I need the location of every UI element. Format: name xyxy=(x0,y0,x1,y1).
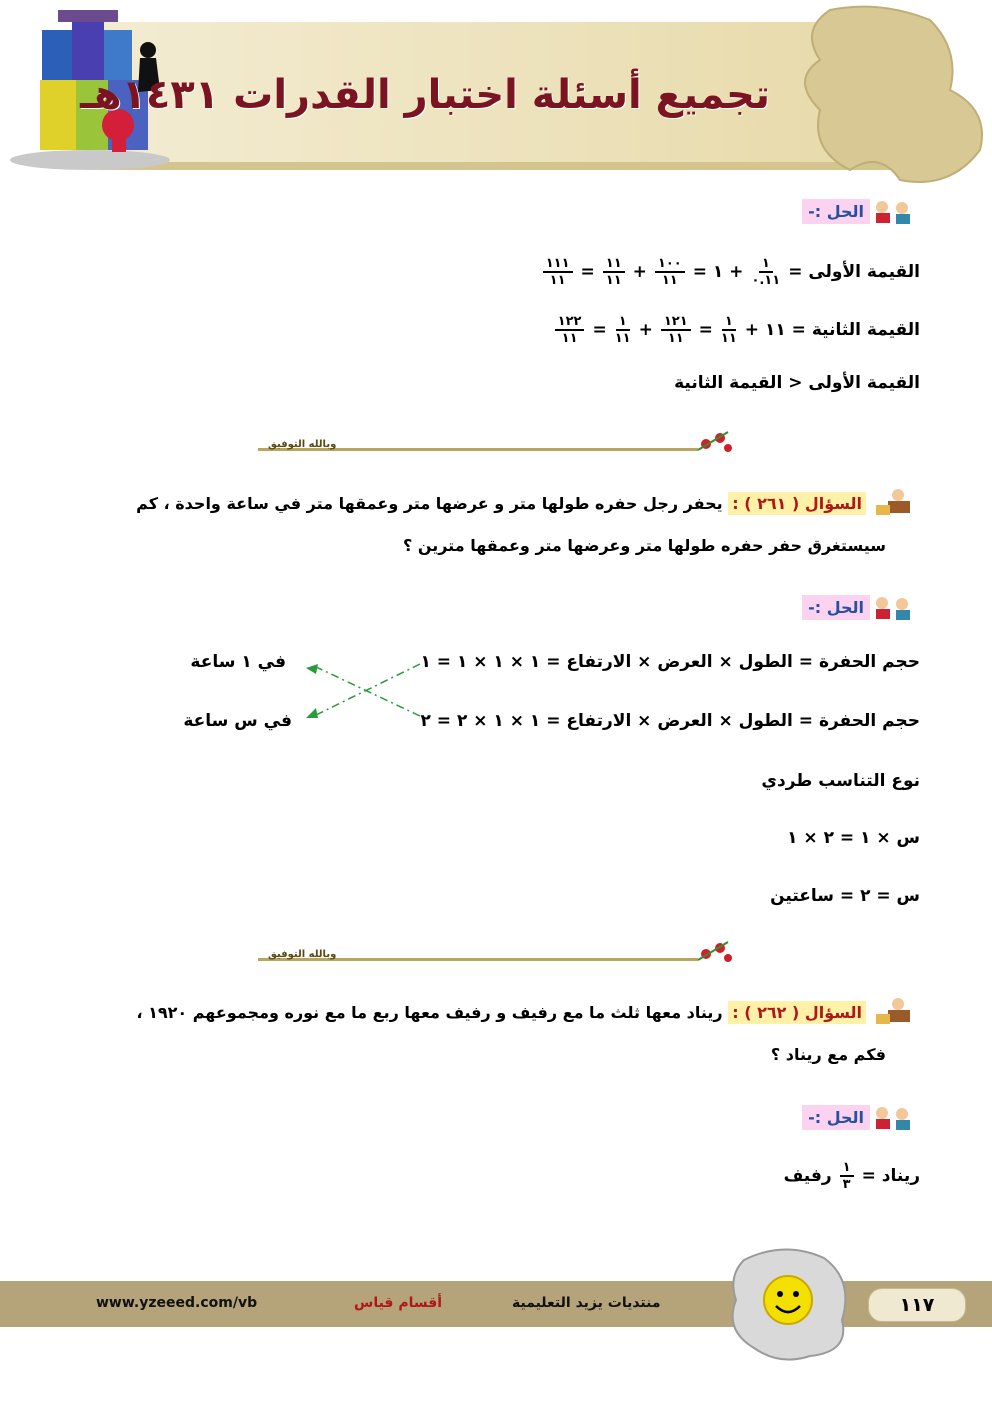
footer-section[interactable]: أقسام قياس xyxy=(354,1295,443,1311)
frac-num: ١ xyxy=(759,256,773,273)
solution-header xyxy=(802,594,916,620)
q261-solution-3: نوع التناسب طردي xyxy=(761,771,920,791)
frac-den: ١١ xyxy=(661,273,678,288)
question-262-icon-wrap xyxy=(872,996,916,1030)
question-261-line1 xyxy=(136,494,866,513)
solution-label: الحل :- xyxy=(802,595,870,620)
eq-op: = xyxy=(698,320,713,340)
fraction xyxy=(555,314,585,346)
eq-op: = xyxy=(580,262,595,282)
eq-op: + ١ = xyxy=(692,262,744,282)
frac-num: ١٠٠ xyxy=(655,256,685,273)
fraction xyxy=(543,256,573,288)
reading-child-icon xyxy=(872,487,916,517)
q261-solution-1-right: في ١ ساعة xyxy=(190,652,286,672)
question-262-tag: السؤال ( ٢٦٢ ) : xyxy=(728,1001,866,1024)
question-261-text1: يحفر رجل حفره طولها متر و عرضها متر وعمقها متر في ساعة واحدة ، كم xyxy=(136,494,723,513)
students-icon xyxy=(872,198,916,224)
frac-den: ١١ xyxy=(549,273,566,288)
frac-num: ١٢١ xyxy=(661,314,691,331)
fraction xyxy=(751,256,780,288)
students-icon xyxy=(872,1104,916,1130)
q261-solution-5: س = ٢ = ساعتين xyxy=(770,886,920,906)
eq-label: ريناد = xyxy=(861,1166,920,1186)
frac-num: ١ xyxy=(722,314,736,331)
question-261-icon-wrap xyxy=(872,487,916,521)
q261-solution-2: حجم الحفرة = الطول × العرض × الارتفاع = ١ × ١ × ٢ = ٢ xyxy=(420,711,920,731)
frac-den: ٣ xyxy=(842,1177,851,1192)
frac-den: ١١ xyxy=(614,331,631,346)
question-262-line1 xyxy=(136,1003,866,1022)
divider-text: وبالله التوفيق xyxy=(268,439,337,450)
question-262-text1: ريناد معها ثلث ما مع رفيف و رفيف معها ربع ما مع نوره ومجموعهم ١٩٢٠ ، xyxy=(136,1003,723,1022)
comparison-line: القيمة الأولى < القيمة الثانية xyxy=(674,373,920,393)
page-title: تجميع أسئلة اختبار القدرات ١٤٣١هـ xyxy=(80,72,770,118)
page-number: ١١٧ xyxy=(868,1288,966,1322)
eq-op: + xyxy=(638,320,653,340)
q262-solution-1 xyxy=(784,1160,920,1192)
frac-num: ١ xyxy=(616,314,630,331)
eq-label: القيمة الثانية = ١١ + xyxy=(744,320,920,340)
frac-num: ١١١ xyxy=(543,256,573,273)
frac-num: ١٢٢ xyxy=(555,314,585,331)
frac-den: ١١ xyxy=(720,331,737,346)
question-262-text2: فكم مع ريناد ؟ xyxy=(770,1045,886,1064)
q261-solution-4: س × ١ = ٢ × ١ xyxy=(787,828,920,848)
solution-label: الحل :- xyxy=(802,199,870,224)
students-icon xyxy=(872,594,916,620)
divider-text: وبالله التوفيق xyxy=(268,949,337,960)
question-261-tag: السؤال ( ٢٦١ ) : xyxy=(728,492,866,515)
eq-op: = xyxy=(592,320,607,340)
solution-header xyxy=(802,1104,916,1130)
footer-forum[interactable]: منتديات يزيد التعليمية xyxy=(512,1295,661,1311)
cross-arrows xyxy=(300,656,430,724)
frac-den: ١١ xyxy=(561,331,578,346)
arrow-head-icon xyxy=(306,708,318,718)
q261-solution-1: حجم الحفرة = الطول × العرض × الارتفاع = ١ × ١ × ١ = ١ xyxy=(420,652,920,672)
puzzle-piece-icon xyxy=(805,7,982,182)
frac-den: ٠.١١ xyxy=(751,273,781,288)
smiley-puzzle-icon xyxy=(724,1240,856,1362)
solution-label: الحل :- xyxy=(802,1105,870,1130)
fraction xyxy=(661,314,691,346)
arrow-head-icon xyxy=(306,664,318,674)
frac-den: ١١ xyxy=(605,273,622,288)
fraction xyxy=(615,314,631,346)
frac-den: ١١ xyxy=(667,331,684,346)
fraction xyxy=(655,256,685,288)
footer-url[interactable]: www.yzeeed.com/vb xyxy=(96,1295,258,1311)
eq-label: القيمة الأولى = xyxy=(788,262,920,282)
eq-op: + xyxy=(632,262,647,282)
frac-num: ١١ xyxy=(603,256,625,273)
q261-solution-2-right: في س ساعة xyxy=(183,711,292,731)
fraction xyxy=(721,314,737,346)
reading-child-icon xyxy=(872,996,916,1026)
equation-second-value xyxy=(553,314,920,346)
fraction xyxy=(603,256,625,288)
frac-num: ١ xyxy=(840,1160,854,1177)
solution-header xyxy=(802,198,916,224)
eq-text: رفيف xyxy=(783,1166,832,1186)
equation-first-value xyxy=(541,256,920,288)
question-261-text2: سيستغرق حفر حفره طولها متر وعرضها متر وعمقها مترين ؟ xyxy=(402,536,886,555)
fraction xyxy=(840,1160,854,1192)
